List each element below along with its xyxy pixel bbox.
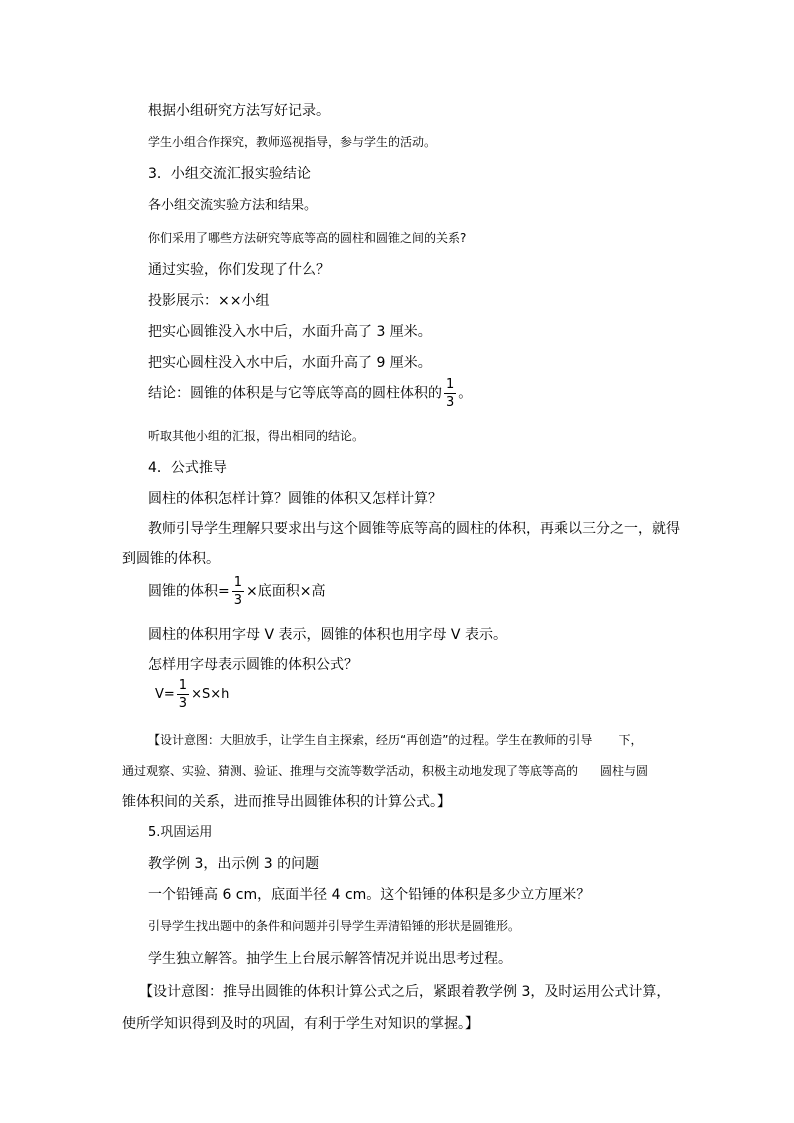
formula-label: V= [155, 687, 175, 702]
text-line: 根据小组研究方法写好记录。 [148, 103, 330, 119]
formula-rest: ×底面积×高 [246, 583, 326, 600]
design-note-line: 【设计意图：推导出圆锥的体积计算公式之后，紧跟着教学例 3，及时运用公式计算， [139, 984, 671, 1000]
section-heading: 4．公式推导 [148, 460, 227, 476]
text-line: 你们采用了哪些方法研究等底等高的圆柱和圆锥之间的关系? [148, 231, 467, 245]
fraction-one-third [444, 378, 456, 409]
text-line: 投影展示：××小组 [148, 293, 270, 309]
text-line: 引导学生找出题中的条件和问题并引导学生弄清铅锤的形状是圆锥形。 [148, 919, 521, 933]
design-note-text: 通过观察、实验、猜测、验证、推理与交流等数学活动，积极主动地发现了等底等高的 [122, 764, 579, 778]
formula-line [148, 576, 325, 607]
design-note-line: 锥体积间的关系，进而推导出圆锥体积的计算公式。】 [122, 794, 451, 810]
fraction-numerator: 1 [446, 377, 455, 392]
text-line: 教学例 3，出示例 3 的问题 [148, 856, 320, 872]
text-line: 通过实验，你们发现了什么？ [148, 262, 330, 278]
design-note-line [148, 734, 642, 746]
design-note-text: 【设计意图：大胆放手，让学生自主探索，经历“再创造”的过程。学生在教师的引导 [148, 733, 593, 747]
fraction-one-third [177, 679, 189, 710]
text-line: 到圆锥的体积。 [122, 551, 220, 567]
conclusion-line [148, 378, 472, 409]
text-line: 教师引导学生理解只要求出与这个圆锥等底等高的圆柱的体积，再乘以三分之一，就得 [148, 521, 680, 537]
section-heading: 3．小组交流汇报实验结论 [148, 166, 311, 182]
text-line: 一个铅锤高 6 cm，底面半径 4 cm。这个铅锤的体积是多少立方厘米？ [148, 887, 591, 903]
fraction-one-third [232, 576, 244, 607]
formula-label: 圆锥的体积= [148, 583, 230, 600]
text-line: 圆柱的体积怎样计算？圆锥的体积又怎样计算？ [148, 491, 442, 507]
design-note-text: 圆柱与圆 [600, 764, 649, 778]
fraction-denominator: 3 [233, 593, 243, 608]
fraction-numerator: 1 [178, 678, 188, 693]
text-line: 圆柱的体积用字母 V 表示，圆锥的体积也用字母 V 表示。 [148, 627, 507, 643]
text-line: 把实心圆柱没入水中后，水面升高了 9 厘米。 [148, 355, 432, 371]
text-line: 学生独立解答。抽学生上台展示解答情况并说出思考过程。 [148, 951, 512, 967]
design-note-line: 使所学知识得到及时的巩固，有利于学生对知识的掌握。】 [122, 1016, 479, 1032]
fraction-denominator: 3 [446, 395, 455, 410]
text-line: 把实心圆锥没入水中后，水面升高了 3 厘米。 [148, 324, 432, 340]
section-heading: 5.巩固运用 [148, 825, 213, 840]
formula-line [155, 679, 229, 710]
conclusion-text: 结论：圆锥的体积是与它等底等高的圆柱体积的 [148, 385, 442, 402]
fraction-numerator: 1 [233, 575, 243, 590]
text-line: 各小组交流实验方法和结果。 [148, 198, 318, 213]
text-line: 学生小组合作探究，教师巡视指导，参与学生的活动。 [148, 135, 437, 149]
fraction-denominator: 3 [178, 696, 188, 711]
design-note-text: 下， [618, 733, 643, 747]
conclusion-end: 。 [458, 385, 473, 402]
text-line: 听取其他小组的汇报，得出相同的结论。 [148, 429, 365, 443]
design-note-line [122, 765, 648, 777]
formula-rest: ×S×h [191, 687, 230, 702]
text-line: 怎样用字母表示圆锥的体积公式？ [148, 657, 358, 673]
